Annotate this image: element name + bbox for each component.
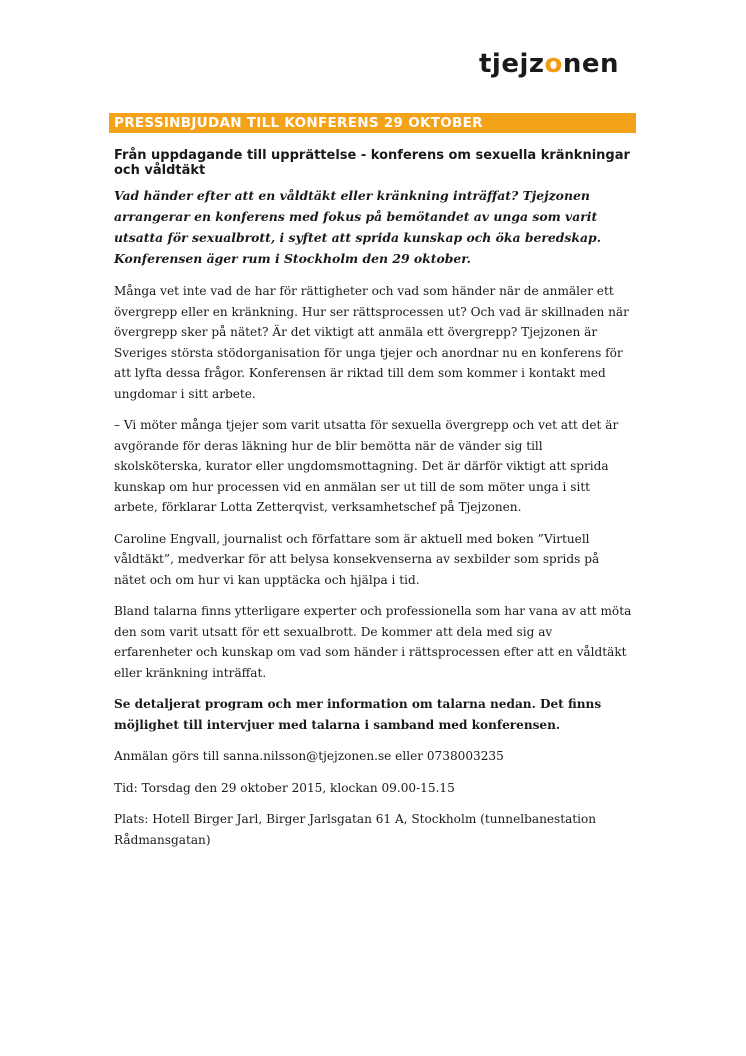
registration-info: Anmälan görs till sanna.nilsson@tjejzonen.se eller 0738003235 [114, 749, 504, 763]
press-banner: PRESSINBJUDAN TILL KONFERENS 29 OKTOBER [109, 113, 636, 133]
paragraph-4: Bland talarna finns ytterligare experter och professionella som har vana av att möta den som varit utsatt för ett sexualbrott. De kommer att dela med sig av erfarenheter och kunskap om vad som händer i rättsprocessen efter att en våldtäkt eller kränkning inträffat. [114, 604, 632, 680]
paragraph-3: Caroline Engvall, journalist och författare som är aktuell med boken ”Virtuell våldtäkt”, medverkar för att belysa konsekvenserna av sexbilder som sprids på nätet och om hur vi kan upptäcka och hjälpa i tid. [114, 531, 600, 587]
paragraph-1: Många vet inte vad de har för rättigheter och vad som händer när de anmäler ett övergrepp eller en kränkning. Hur ser rättsprocessen ut? Och vad är skillnaden när övergrepp sker på nätet? Är det viktigt att anmäla ett övergrepp? Tjejzonen är Sveriges största stödorganisation för unga tjejer och anordnar nu en konferens för att lyfta dessa frågor. Konferensen är riktad till dem som kommer i kontakt med ungdomar i sitt arbete. [114, 284, 629, 401]
tjejzonen-logo [479, 50, 619, 78]
program-note: Se detaljerat program och mer information om talarna nedan. Det finns möjlighet till intervjuer med talarna i samband med konferensen. [114, 697, 602, 732]
event-place: Plats: Hotell Birger Jarl, Birger Jarlsgatan 61 A, Stockholm (tunnelbanestation Rådmansgatan) [114, 812, 597, 847]
paragraph-2: – Vi möter många tjejer som varit utsatta för sexuella övergrepp och vet att det är avgörande för deras läkning hur de blir bemötta när de vänder sig till skolsköterska, kurator eller ungdomsmottagning. Det är därför viktigt att sprida kunskap om hur processen vid en anmälan ser ut till de som möter unga i sitt arbete, förklarar Lotta Zetterqvist, verksamhetschef på Tjejzonen. [114, 418, 619, 514]
article-headline: Från uppdagande till upprättelse - konferens om sexuella kränkningar och våldtäkt [114, 148, 630, 178]
logo-text-start: tjejz [479, 49, 545, 79]
logo-text-accent: o [544, 49, 563, 79]
article-ingress: Vad händer efter att en våldtäkt eller kränkning inträffat? Tjejzonen arrangerar en konferens med fokus på bemötandet av unga som varit utsatta för sexualbrott, i syftet att sprida kunskap och öka beredskap. Konferensen äger rum i Stockholm den 29 oktober. [114, 188, 602, 266]
article-body [114, 148, 634, 861]
logo-text-end: nen [562, 49, 620, 79]
event-time: Tid: Torsdag den 29 oktober 2015, klockan 09.00-15.15 [114, 780, 455, 795]
